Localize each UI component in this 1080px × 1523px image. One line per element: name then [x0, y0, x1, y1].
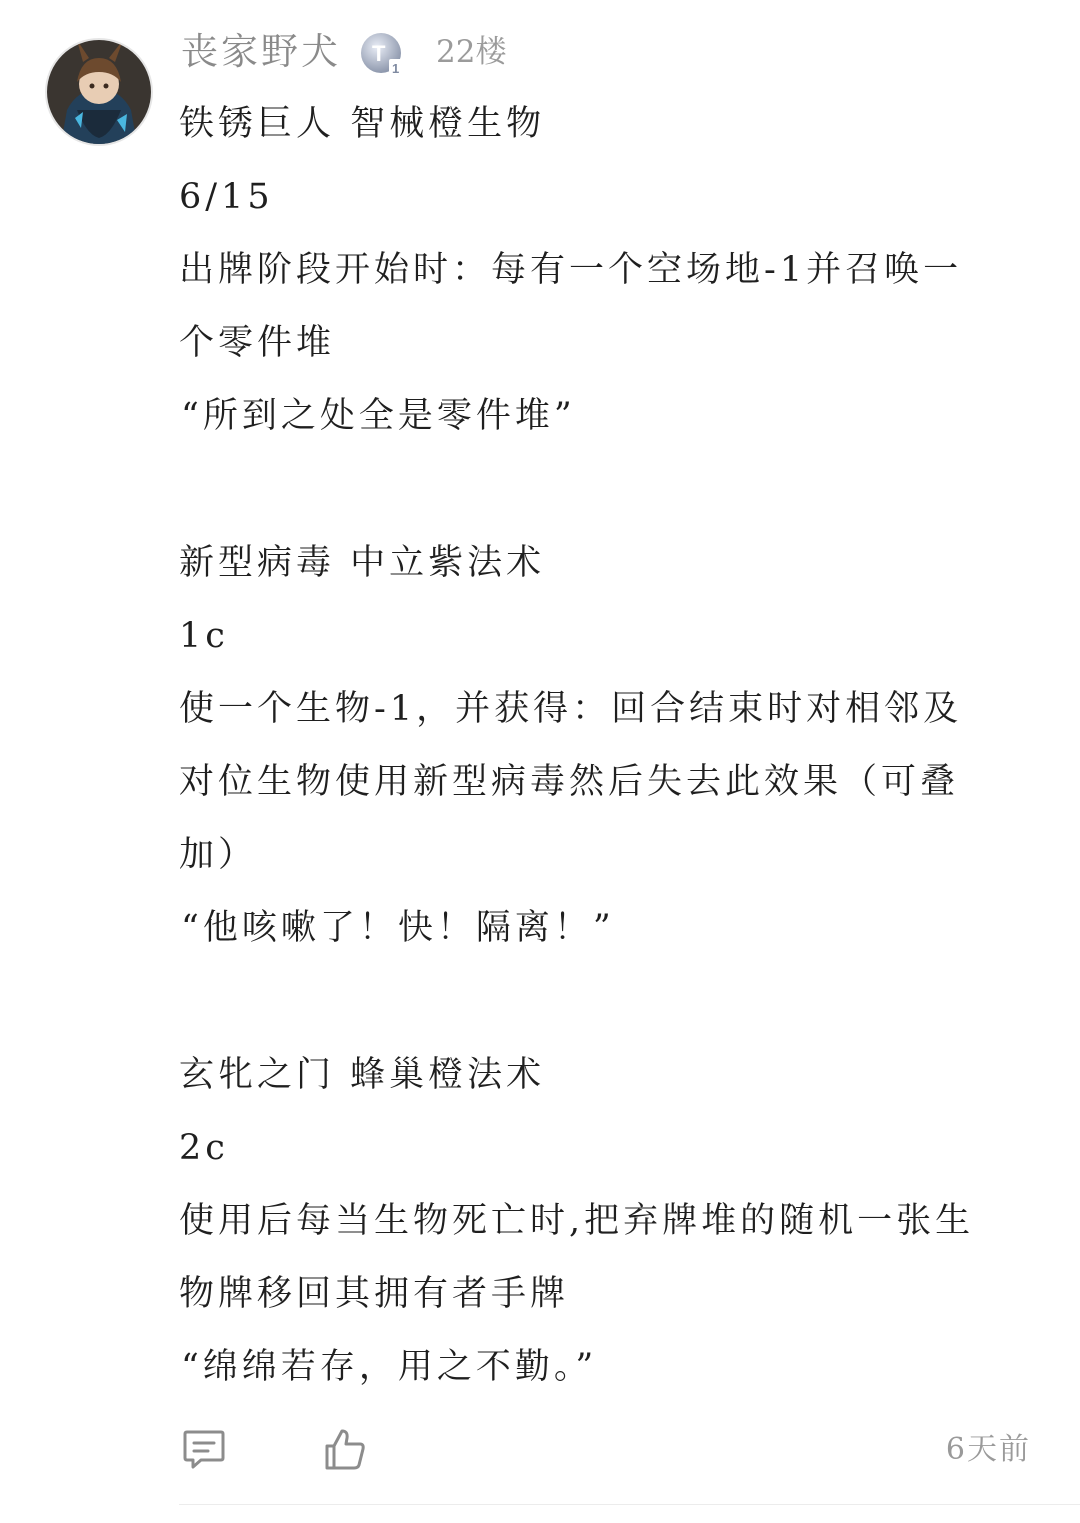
card-cost-line: 6/15 [179, 177, 274, 217]
card-name-line: 铁锈巨人 智械橙生物 [179, 104, 546, 144]
username[interactable]: 丧家野犬 [181, 30, 341, 73]
card-effect-line: 使一个生物-1，并获得：回合结束时对相邻及 [179, 689, 963, 729]
thumbs-up-icon [322, 1426, 368, 1472]
card-effect-line: 出牌阶段开始时：每有一个空场地-1并召唤一 [179, 250, 963, 290]
card-1 [179, 88, 1039, 453]
card-effect-line: 使用后每当生物死亡时,把弃牌堆的随机一张生 [179, 1201, 975, 1241]
card-quote: “他咳嗽了！快！隔离！” [181, 908, 615, 948]
divider [179, 1504, 1080, 1505]
card-quote: “绵绵若存，用之不勤。” [181, 1347, 598, 1387]
floor-number: 22楼 [436, 34, 507, 70]
card-effect-line: 加） [179, 835, 258, 875]
card-name-line: 玄牝之门 蜂巢橙法术 [179, 1055, 546, 1095]
card-2 [179, 527, 1039, 965]
post-time: 6天前 [945, 1432, 1031, 1467]
card-cost-line: 1c [179, 616, 229, 656]
card-effect-line: 个零件堆 [179, 323, 336, 363]
avatar[interactable] [47, 40, 151, 144]
comment-icon [181, 1426, 227, 1472]
svg-text:1: 1 [392, 61, 400, 76]
card-name-line: 新型病毒 中立紫法术 [179, 543, 546, 583]
card-effect-line: 物牌移回其拥有者手牌 [179, 1274, 570, 1314]
level-badge-icon [357, 29, 407, 79]
avatar-image [47, 40, 151, 144]
post-content [179, 88, 1039, 1404]
comment-button[interactable] [181, 1426, 227, 1472]
like-button[interactable] [322, 1426, 368, 1472]
svg-text:T: T [372, 41, 386, 66]
card-quote: “所到之处全是零件堆” [181, 396, 576, 436]
card-3 [179, 1039, 1039, 1404]
card-effect-line: 对位生物使用新型病毒然后失去此效果（可叠 [179, 762, 960, 802]
card-cost-line: 2c [179, 1128, 229, 1168]
